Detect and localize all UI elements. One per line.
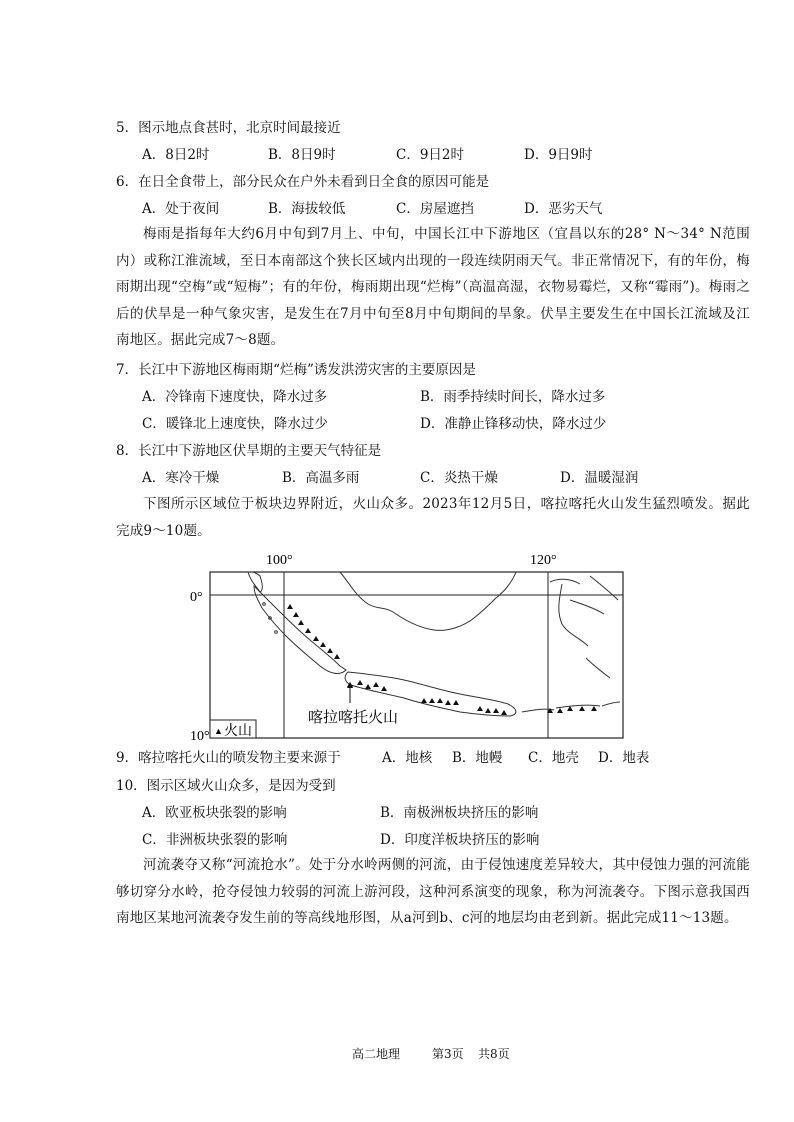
question-5-option-b: B．8日9时 — [268, 147, 336, 163]
question-10-option-c: C．非洲板块张裂的影响 — [142, 832, 288, 848]
question-9-option-d: D．地表 — [598, 750, 650, 766]
question-10-stem: 10．图示区域火山众多，是因为受到 — [116, 778, 336, 794]
question-7-stem: 7．长江中下游地区梅雨期“烂梅”诱发洪涝灾害的主要原因是 — [116, 362, 476, 378]
passage-volcano: 下图所示区域位于板块边界附近，火山众多。2023年12月5日，喀拉喀托火山发生猛烈喷发。据此完成9～10题。 — [116, 496, 750, 539]
footer-subject: 高二地理 — [352, 1047, 401, 1061]
question-6-option-c: C．房屋遮挡 — [396, 201, 474, 217]
map-frame — [210, 572, 623, 738]
question-5-option-a: A．8日2时 — [142, 147, 210, 163]
question-8-option-d: D．温暖湿润 — [560, 470, 639, 486]
footer-page-number: 第3页 — [432, 1047, 464, 1061]
question-5-option-c: C．9日2时 — [396, 147, 465, 163]
question-7-option-d: D．准静止锋移动快，降水过少 — [420, 416, 607, 432]
question-6-option-a: A．处于夜间 — [142, 201, 220, 217]
question-7-option-c: C．暖锋北上速度快，降水过少 — [142, 416, 328, 432]
question-9-option-a: A．地核 — [382, 750, 433, 766]
question-9-option-c: C．地壳 — [528, 750, 579, 766]
question-8-option-c: C．炎热干燥 — [420, 470, 498, 486]
volcano-region-map — [190, 548, 640, 748]
legend-label: 火山 — [224, 724, 252, 739]
question-9-stem: 9．喀拉喀托火山的喷发物主要来源于 — [116, 750, 341, 766]
krakatoa-label: 喀拉喀托火山 — [308, 710, 399, 726]
question-7-option-b: B．雨季持续时间长，降水过多 — [420, 389, 606, 405]
question-9-option-b: B．地幔 — [452, 750, 503, 766]
question-7-option-a: A．冷锋南下速度快，降水过多 — [142, 389, 328, 405]
lon-label-100: 100° — [266, 553, 293, 568]
question-6-option-d: D．恶劣天气 — [524, 201, 603, 217]
lon-label-120: 120° — [530, 553, 557, 568]
passage-meiyu: 梅雨是指每年大约6月中旬到7月上、中旬，中国长江中下游地区（宜昌以东的28° N～34° N范围内）或称江淮流域，至日本南部这个狭长区域内出现的一段连续阴雨天气。非正常情况下，有的年份，梅雨期出现“空梅”或“短梅”；有的年份，梅雨期出现“烂梅”（高温高湿，衣物易霉烂，又称“霉雨”)。梅雨之后的伏旱是一种气象灾害，是发生在7月中旬至8月中旬期间的旱象。伏旱主要发生在中国长江流域及江南地区。据此完成7～8题。 — [116, 226, 750, 348]
question-6-option-b: B．海拔较低 — [268, 201, 346, 217]
question-10-option-a: A．欧亚板块张裂的影响 — [142, 805, 287, 821]
passage-river-capture: 河流袭夺又称“河流抢水”。处于分水岭两侧的河流，由于侵蚀速度差异较大，其中侵蚀力强的河流能够切穿分水岭，抢夺侵蚀力较弱的河流上游河段，这种河系演变的现象，称为河流袭夺。下图示意我国西南地区某地河流袭夺发生前的等高线地形图，从a河到b、c河的地层均由老到新。据此完成11～13题。 — [116, 857, 750, 926]
lat-label-10: 10° — [190, 729, 210, 744]
question-5-option-d: D．9日9时 — [524, 147, 593, 163]
footer-total-pages: 共8页 — [478, 1047, 510, 1061]
question-8-stem: 8．长江中下游地区伏旱期的主要天气特征是 — [116, 443, 382, 459]
lat-label-0: 0° — [190, 590, 203, 605]
question-8-option-a: A．寒冷干燥 — [142, 470, 220, 486]
question-5-stem: 5．图示地点食甚时，北京时间最接近 — [116, 120, 341, 136]
question-10-option-d: D．印度洋板块挤压的影响 — [380, 832, 540, 848]
question-8-option-b: B．高温多雨 — [282, 470, 360, 486]
question-10-option-b: B．南极洲板块挤压的影响 — [380, 805, 539, 821]
legend-volcano-icon: ▲ — [214, 726, 223, 736]
question-6-stem: 6．在日全食带上，部分民众在户外未看到日全食的原因可能是 — [116, 174, 490, 190]
